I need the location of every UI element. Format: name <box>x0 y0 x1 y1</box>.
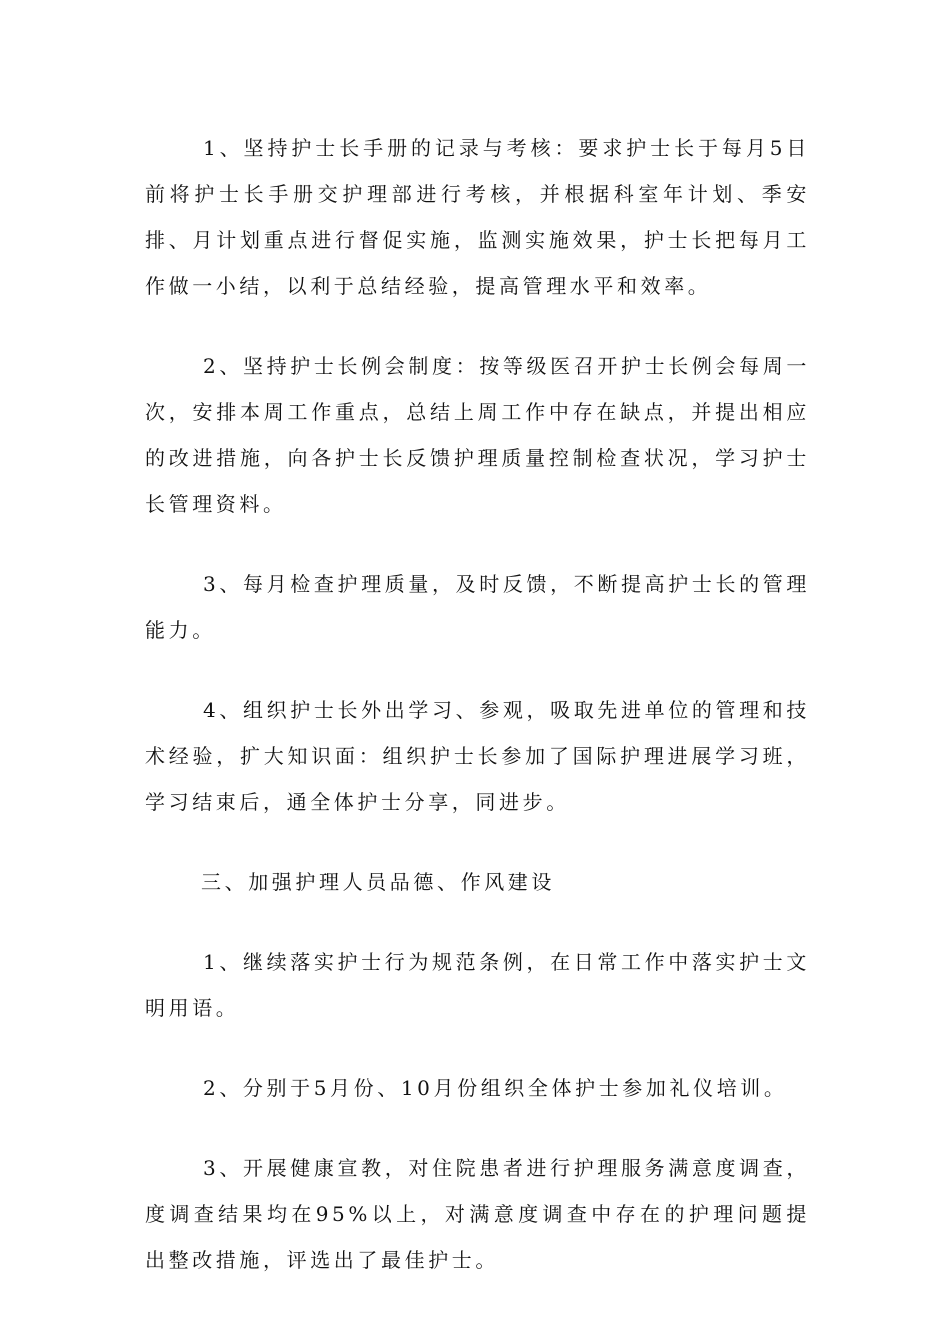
paragraph-etiquette-training: 2、分别于5月份、10月份组织全体护士参加礼仪培训。 <box>203 1076 788 1100</box>
section-heading-ethics: 三、加强护理人员品德、作风建设 <box>201 870 555 894</box>
paragraph-head-nurse-meeting: 2、坚持护士长例会制度：按等级医召开护士长例会每周一次，安排本周工作重点，总结上周工作中存在缺点，并提出相应的改进措施，向各护士长反馈护理质量控制检查状况，学习护士长管理资料。 <box>145 354 810 516</box>
paragraph-conduct-standards: 1、继续落实护士行为规范条例，在日常工作中落实护士文明用语。 <box>145 950 810 1020</box>
paragraph-health-education: 3、开展健康宣教，对住院患者进行护理服务满意度调查，度调查结果均在95%以上，对满意度调查中存在的护理问题提出整改措施，评选出了最佳护士。 <box>145 1156 810 1272</box>
document-body <box>145 125 810 1317</box>
paragraph-external-study: 4、组织护士长外出学习、参观，吸取先进单位的管理和技术经验，扩大知识面：组织护士长参加了国际护理进展学习班，学习结束后，通全体护士分享，同进步。 <box>145 698 810 814</box>
paragraph-monthly-quality-check: 3、每月检查护理质量，及时反馈，不断提高护士长的管理能力。 <box>145 572 810 642</box>
paragraph-head-nurse-manual: 1、坚持护士长手册的记录与考核：要求护士长于每月5日前将护士长手册交护理部进行考核，并根据科室年计划、季安排、月计划重点进行督促实施，监测实施效果，护士长把每月工作做一小结，以利于总结经验，提高管理水平和效率。 <box>145 136 810 298</box>
